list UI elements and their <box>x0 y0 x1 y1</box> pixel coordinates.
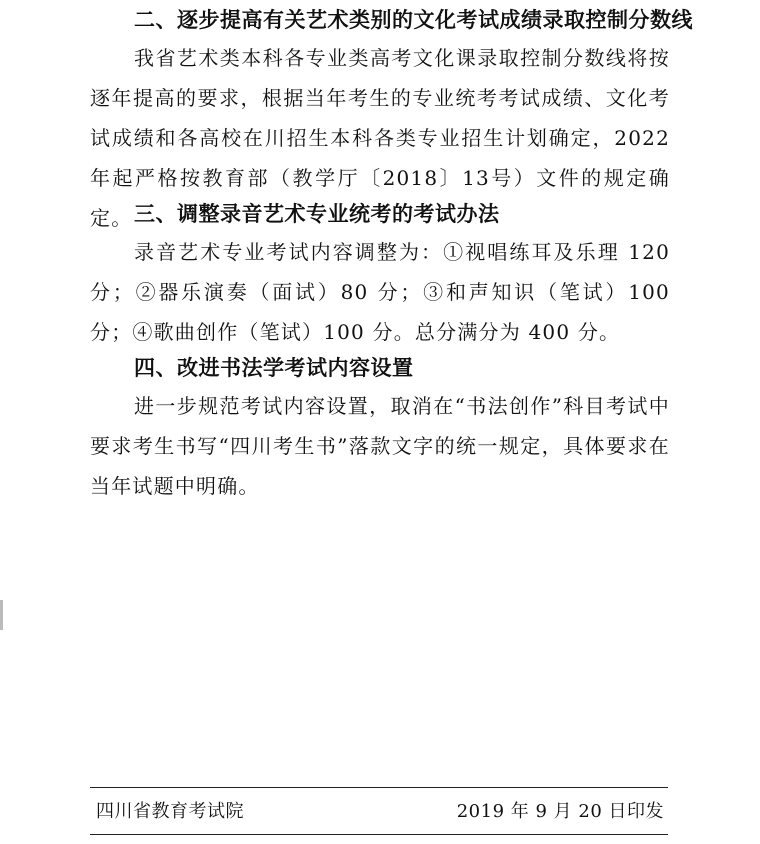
section-heading-4: 四、改进书法学考试内容设置 <box>134 356 414 380</box>
section-paragraph-4: 进一步规范考试内容设置，取消在“书法创作”科目考试中要求考生书写“四川考生书”落款文字的统一规定，具体要求在当年试题中明确。 <box>90 394 670 498</box>
footer-date: 2019 年 9 月 20 日印发 <box>456 801 664 822</box>
footer-top-rule <box>90 787 668 788</box>
footer-bottom-rule <box>90 834 668 835</box>
section-heading-3: 三、调整录音艺术专业统考的考试办法 <box>134 202 500 226</box>
footer-issuer: 四川省教育考试院 <box>96 801 244 822</box>
scan-edge-mark <box>0 600 3 630</box>
section-paragraph-2: 我省艺术类本科各专业类高考文化课录取控制分数线将按逐年提高的要求，根据当年考生的专业统考考试成绩、文化考试成绩和各高校在川招生本科各类专业招生计划确定，2022年起严格按教育部（教学厅〔2018〕13号）文件的规定确定。 <box>90 46 670 230</box>
section-paragraph-3: 录音艺术专业考试内容调整为：①视唱练耳及乐理 120 分；②器乐演奏（面试）80 分；③和声知识（笔试）100 分；④歌曲创作（笔试）100 分。总分满分为 400 分。 <box>90 240 670 344</box>
section-heading-2: 二、逐步提高有关艺术类别的文化考试成绩录取控制分数线 <box>134 8 693 32</box>
